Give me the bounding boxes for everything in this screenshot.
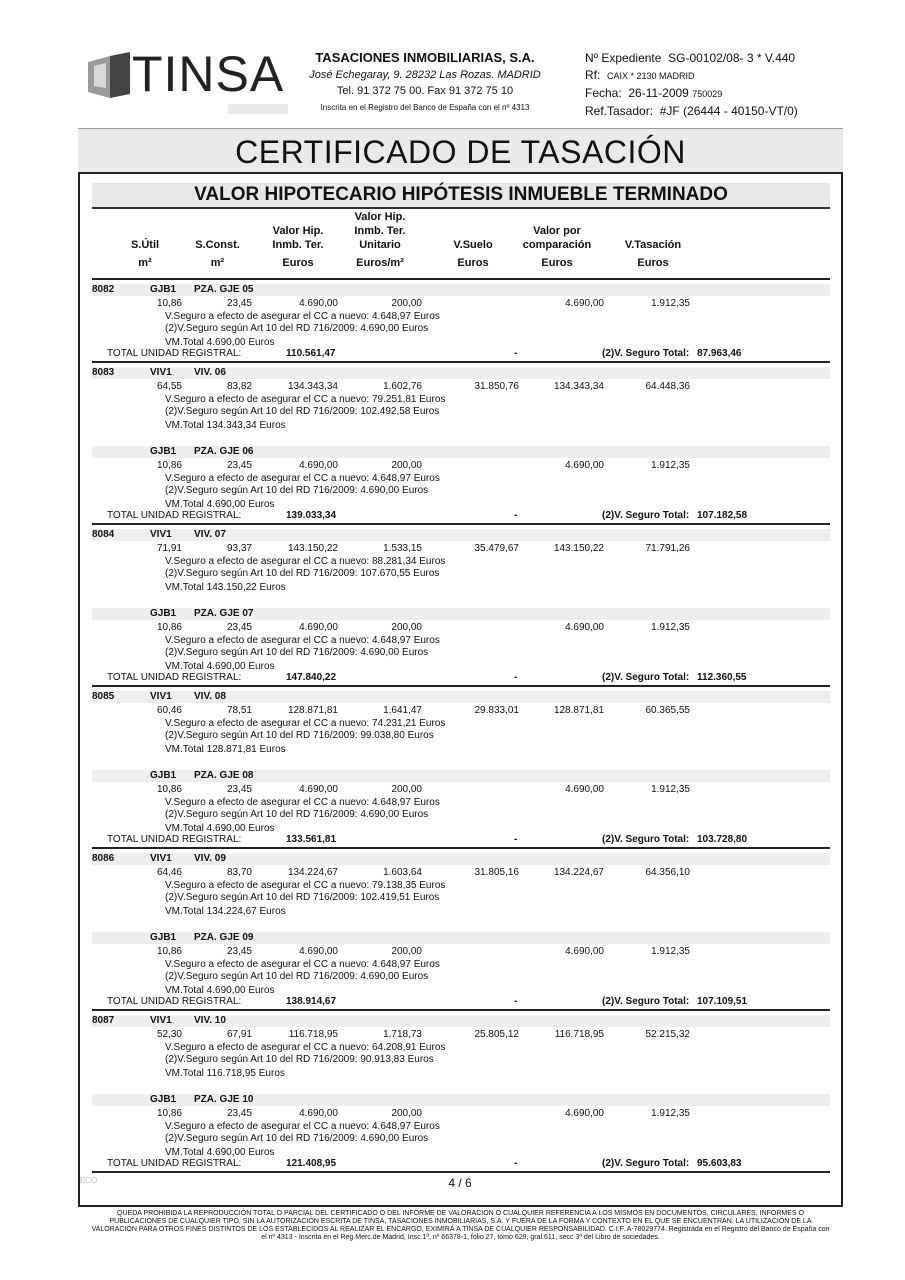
value-suelo: 35.479,67 xyxy=(474,543,519,554)
total-unidad-value: 121.408,95 xyxy=(286,1158,337,1169)
value-suelo: 31.805,16 xyxy=(474,867,519,878)
seguro-note: V.Seguro a efecto de asegurar el CC a nuevo: 4.648,97 Euros xyxy=(165,635,440,646)
seguro-note: (2)V.Seguro según Art 10 del RD 716/2009: 102.419,51 Euros xyxy=(165,892,440,903)
item-code: VIV1 xyxy=(150,1015,172,1026)
column-unit: m² xyxy=(138,257,152,269)
item-code: GJB1 xyxy=(150,1094,177,1105)
item-code: GJB1 xyxy=(150,284,177,295)
value-sutil: 64,46 xyxy=(156,867,182,878)
total-unidad-label: TOTAL UNIDAD REGISTRAL: xyxy=(107,834,242,845)
value-tasacion: 1.912,35 xyxy=(651,622,690,633)
value-sconst: 83,70 xyxy=(226,867,252,878)
company-name: TASACIONES INMOBILIARIAS, S.A. xyxy=(315,50,535,65)
column-unit: m² xyxy=(210,257,225,269)
value-unitario: 1.641,47 xyxy=(383,705,422,716)
column-header-line: comparación xyxy=(522,239,592,251)
seguro-note: (2)V.Seguro según Art 10 del RD 716/2009: 99.038,80 Euros xyxy=(165,730,434,741)
vm-total: VM.Total 134.343,34 Euros xyxy=(165,420,286,431)
value-sutil: 52,30 xyxy=(156,1029,182,1040)
file-metadata xyxy=(585,50,798,120)
column-header-line: Valor por xyxy=(533,225,581,237)
value-comparacion: 134.343,34 xyxy=(553,381,604,392)
value-unitario: 200,00 xyxy=(391,946,422,957)
value-tasacion: 64.356,10 xyxy=(645,867,690,878)
seguro-note: V.Seguro a efecto de asegurar el CC a nuevo: 74.231,21 Euros xyxy=(165,718,446,729)
expediente-value: SG-00102/08- 3 * V.440 xyxy=(668,51,796,65)
seguro-total-label: (2)V. Seguro Total: xyxy=(602,1158,690,1169)
seguro-total-label: (2)V. Seguro Total: xyxy=(602,996,690,1007)
value-tasacion: 60.365,55 xyxy=(645,705,690,716)
value-sutil: 10,86 xyxy=(156,460,182,471)
value-sconst: 23,45 xyxy=(226,784,252,795)
seguro-note: V.Seguro a efecto de asegurar el CC a nuevo: 79.138,35 Euros xyxy=(165,880,446,891)
column-header-line: Unitario xyxy=(359,239,401,251)
seguro-total-value: 95.603,83 xyxy=(697,1158,742,1169)
total-dash: - xyxy=(514,348,518,359)
value-valor-hip: 128.871,81 xyxy=(287,705,338,716)
unit-id: 8082 xyxy=(92,284,115,295)
eco-mark: ECO xyxy=(80,1176,98,1185)
column-header-line xyxy=(120,224,170,238)
item-code: GJB1 xyxy=(150,770,177,781)
value-valor-hip: 4.690,00 xyxy=(299,946,338,957)
unit-id: 8085 xyxy=(92,691,115,702)
tinsa-logo-icon xyxy=(88,52,130,98)
value-sutil: 60,46 xyxy=(156,705,182,716)
seguro-note: (2)V.Seguro según Art 10 del RD 716/2009: 4.690,00 Euros xyxy=(165,647,429,658)
unit-separator xyxy=(92,1009,830,1011)
value-sutil: 10,86 xyxy=(156,1108,182,1119)
value-unitario: 1.602,76 xyxy=(383,381,422,392)
total-dash: - xyxy=(514,834,518,845)
total-dash: - xyxy=(514,996,518,1007)
unit-separator xyxy=(92,361,830,363)
seguro-total-value: 112.360,55 xyxy=(697,672,747,683)
logo-wordmark: TINSA xyxy=(132,46,285,102)
value-comparacion: 134.224,67 xyxy=(553,867,604,878)
unit-separator xyxy=(92,523,830,525)
item-code: VIV1 xyxy=(150,691,172,702)
value-tasacion: 1.912,35 xyxy=(651,460,690,471)
value-sconst: 23,45 xyxy=(226,946,252,957)
total-unidad-value: 133.561,81 xyxy=(286,834,337,845)
value-sconst: 83,82 xyxy=(226,381,252,392)
vm-total: VM.Total 4.690,00 Euros xyxy=(165,823,275,834)
unit-id: 8087 xyxy=(92,1015,115,1026)
item-name: PZA. GJE 08 xyxy=(194,770,254,781)
column-header xyxy=(512,210,602,270)
value-tasacion: 64.448,36 xyxy=(645,381,690,392)
column-unit: Euros xyxy=(541,257,573,269)
column-header-line: V.Suelo xyxy=(453,239,493,251)
item-name: PZA. GJE 07 xyxy=(194,608,254,619)
item-name: VIV. 06 xyxy=(194,367,226,378)
value-sutil: 10,86 xyxy=(156,622,182,633)
seguro-note: V.Seguro a efecto de asegurar el CC a nuevo: 4.648,97 Euros xyxy=(165,797,440,808)
value-sconst: 93,37 xyxy=(226,543,252,554)
column-header-line: V.Tasación xyxy=(624,239,682,251)
unit-separator xyxy=(92,685,830,687)
item-name: VIV. 08 xyxy=(194,691,226,702)
seguro-total-value: 87.963,46 xyxy=(697,348,742,359)
value-sutil: 10,86 xyxy=(156,784,182,795)
value-sutil: 71,91 xyxy=(156,543,182,554)
column-header-line xyxy=(438,210,508,224)
seguro-note: (2)V.Seguro según Art 10 del RD 716/2009: 4.690,00 Euros xyxy=(165,809,429,820)
seguro-note: (2)V.Seguro según Art 10 del RD 716/2009: 107.670,55 Euros xyxy=(165,568,440,579)
column-header xyxy=(340,210,420,270)
value-tasacion: 1.912,35 xyxy=(651,1108,690,1119)
total-unidad-value: 147.840,22 xyxy=(286,672,337,683)
vm-total: VM.Total 4.690,00 Euros xyxy=(165,1147,275,1158)
seguro-note: V.Seguro a efecto de asegurar el CC a nuevo: 4.648,97 Euros xyxy=(165,473,440,484)
fecha-code: 750029 xyxy=(692,89,723,99)
value-suelo: 25.805,12 xyxy=(474,1029,519,1040)
column-unit: Euros xyxy=(637,257,669,269)
column-header xyxy=(608,210,698,270)
total-dash: - xyxy=(514,510,518,521)
value-unitario: 200,00 xyxy=(391,460,422,471)
total-unidad-value: 110.561,47 xyxy=(286,348,336,359)
value-sutil: 10,86 xyxy=(156,298,182,309)
value-tasacion: 71.791,26 xyxy=(645,543,690,554)
value-comparacion: 128.871,81 xyxy=(553,705,604,716)
item-code: VIV1 xyxy=(150,367,172,378)
column-unit: Euros/m² xyxy=(356,257,404,269)
value-comparacion: 4.690,00 xyxy=(565,622,604,633)
column-header xyxy=(258,210,338,270)
value-sconst: 67,91 xyxy=(226,1029,252,1040)
vm-total: VM.Total 4.690,00 Euros xyxy=(165,337,275,348)
value-tasacion: 52.215,32 xyxy=(645,1029,690,1040)
total-dash: - xyxy=(514,672,518,683)
column-unit: Euros xyxy=(282,257,314,269)
vm-total: VM.Total 4.690,00 Euros xyxy=(165,661,275,672)
value-sconst: 78,51 xyxy=(226,705,252,716)
column-header-line: Inmb. Ter. xyxy=(354,225,406,237)
item-code: GJB1 xyxy=(150,608,177,619)
value-valor-hip: 143.150,22 xyxy=(287,543,338,554)
seguro-note: V.Seguro a efecto de asegurar el CC a nuevo: 4.648,97 Euros xyxy=(165,959,440,970)
unit-id: 8084 xyxy=(92,529,115,540)
item-name: PZA. GJE 09 xyxy=(194,932,254,943)
value-sconst: 23,45 xyxy=(226,1108,252,1119)
vm-total: VM.Total 4.690,00 Euros xyxy=(165,499,275,510)
page-number: 4 / 6 xyxy=(448,1176,472,1190)
ref-tasador-value: #JF (26444 - 40150-VT/0) xyxy=(659,104,798,118)
value-valor-hip: 134.343,34 xyxy=(287,381,338,392)
vm-total: VM.Total 143.150,22 Euros xyxy=(165,582,286,593)
value-comparacion: 116.718,95 xyxy=(554,1029,604,1040)
value-sutil: 64,55 xyxy=(156,381,182,392)
column-header-line xyxy=(120,210,170,224)
seguro-total-value: 107.109,51 xyxy=(697,996,748,1007)
unit-separator xyxy=(92,1171,830,1173)
seguro-total-label: (2)V. Seguro Total: xyxy=(602,834,690,845)
total-unidad-label: TOTAL UNIDAD REGISTRAL: xyxy=(107,510,242,521)
value-tasacion: 1.912,35 xyxy=(651,946,690,957)
item-name: PZA. GJE 10 xyxy=(194,1094,254,1105)
seguro-note: V.Seguro a efecto de asegurar el CC a nuevo: 79.251,81 Euros xyxy=(165,394,446,405)
column-header-line: Inmb. Ter. xyxy=(272,239,324,251)
value-valor-hip: 4.690,00 xyxy=(299,460,338,471)
seguro-note: (2)V.Seguro según Art 10 del RD 716/2009: 90.913,83 Euros xyxy=(165,1054,434,1065)
company-registry: Inscrita en el Registro del Banco de España con el nº 4313 xyxy=(320,103,530,112)
seguro-total-label: (2)V. Seguro Total: xyxy=(602,348,690,359)
item-name: PZA. GJE 06 xyxy=(194,446,254,457)
seguro-note: V.Seguro a efecto de asegurar el CC a nuevo: 64.208,91 Euros xyxy=(165,1042,446,1053)
total-unidad-label: TOTAL UNIDAD REGISTRAL: xyxy=(107,672,242,683)
value-unitario: 1.533,15 xyxy=(383,543,422,554)
column-header-line xyxy=(185,224,250,238)
fecha-label: Fecha: xyxy=(585,86,622,100)
item-code: VIV1 xyxy=(150,853,172,864)
unit-id: 8083 xyxy=(92,367,115,378)
value-valor-hip: 4.690,00 xyxy=(299,622,338,633)
seguro-note: (2)V.Seguro según Art 10 del RD 716/2009: 4.690,00 Euros xyxy=(165,485,429,496)
seguro-note: V.Seguro a efecto de asegurar el CC a nuevo: 4.648,97 Euros xyxy=(165,311,440,322)
seguro-note: (2)V.Seguro según Art 10 del RD 716/2009: 4.690,00 Euros xyxy=(165,971,429,982)
total-dash: - xyxy=(514,1158,518,1169)
value-comparacion: 4.690,00 xyxy=(565,1108,604,1119)
item-name: VIV. 09 xyxy=(194,853,226,864)
value-sconst: 23,45 xyxy=(226,460,252,471)
company-address: José Echegaray, 9. 28232 Las Rozas. MADRID xyxy=(309,69,541,81)
vm-total: VM.Total 128.871,81 Euros xyxy=(165,744,286,755)
column-header-line xyxy=(512,210,602,224)
value-tasacion: 1.912,35 xyxy=(651,784,690,795)
column-header-line: S.Útil xyxy=(130,239,160,251)
rf-value: CAIX * 2130 MADRID xyxy=(607,71,695,81)
column-header-line: Valor Hip. xyxy=(272,225,324,237)
vm-total: VM.Total 116.718,95 Euros xyxy=(165,1068,285,1079)
seguro-total-label: (2)V. Seguro Total: xyxy=(602,510,690,521)
fecha-value: 26-11-2009 xyxy=(628,86,689,100)
column-header-line xyxy=(608,224,698,238)
seguro-note: V.Seguro a efecto de asegurar el CC a nuevo: 88.281,34 Euros xyxy=(165,556,446,567)
value-comparacion: 143.150,22 xyxy=(553,543,604,554)
total-unidad-label: TOTAL UNIDAD REGISTRAL: xyxy=(107,1158,242,1169)
column-header-line xyxy=(258,210,338,224)
expediente-label: Nº Expediente xyxy=(585,51,662,65)
item-name: VIV. 10 xyxy=(194,1015,226,1026)
seguro-note: V.Seguro a efecto de asegurar el CC a nuevo: 4.648,97 Euros xyxy=(165,1121,440,1132)
item-name: PZA. GJE 05 xyxy=(194,284,254,295)
item-name: VIV. 07 xyxy=(194,529,226,540)
unit-id: 8086 xyxy=(92,853,115,864)
total-unidad-label: TOTAL UNIDAD REGISTRAL: xyxy=(107,348,242,359)
seguro-note: (2)V.Seguro según Art 10 del RD 716/2009: 4.690,00 Euros xyxy=(165,323,429,334)
value-suelo: 29.833,01 xyxy=(474,705,519,716)
seguro-note: (2)V.Seguro según Art 10 del RD 716/2009: 4.690,00 Euros xyxy=(165,1133,429,1144)
seguro-total-value: 103.728,80 xyxy=(697,834,748,845)
column-unit: Euros xyxy=(457,257,489,269)
page-header xyxy=(0,0,905,125)
column-header xyxy=(185,210,250,270)
total-unidad-label: TOTAL UNIDAD REGISTRAL: xyxy=(107,996,242,1007)
value-valor-hip: 116.718,95 xyxy=(288,1029,338,1040)
value-valor-hip: 4.690,00 xyxy=(299,298,338,309)
header-rule xyxy=(92,278,830,280)
value-comparacion: 4.690,00 xyxy=(565,946,604,957)
value-valor-hip: 4.690,00 xyxy=(299,1108,338,1119)
value-sconst: 23,45 xyxy=(226,298,252,309)
value-unitario: 200,00 xyxy=(391,1108,422,1119)
column-header-line: Valor Hip. xyxy=(354,211,406,223)
vm-total: VM.Total 4.690,00 Euros xyxy=(165,985,275,996)
value-comparacion: 4.690,00 xyxy=(565,784,604,795)
seguro-total-value: 107.182,58 xyxy=(697,510,748,521)
value-comparacion: 4.690,00 xyxy=(565,298,604,309)
item-code: GJB1 xyxy=(150,446,177,457)
logo-underline xyxy=(228,104,288,114)
value-unitario: 1.718,73 xyxy=(383,1029,422,1040)
seguro-note: (2)V.Seguro según Art 10 del RD 716/2009: 102.492,58 Euros xyxy=(165,406,440,417)
legal-footer: QUEDA PROHIBIDA LA REPRODUCCIÓN TOTAL O PARCIAL DEL CERTIFICADO O DEL INFORME DE VALORACIÓN O CUALQUIER REFERENCIA A LOS MISMOS EN DOCUMENTOS, CIRCULARES, INFORMES O PUBLICACIONES DE CUALQUIER TIPO, SIN LA AUTORIZACIÓN ESCRITA DE TINSA, TASACIONES INMOBILIARIAS, S.A. Y FUERA DE LA FORMA Y CONTEXTO EN EL QUE SE ENCUENTRAN. LA UTILIZACIÓN DE LA VALORACIÓN PARA OTROS FINES DISTINTOS DE LOS ESTABLECIDOS AL REALIZAR EL ENCARGO, EXIMIRÁ A TINSA DE CUALQUIER RESPONSABILIDAD. C.I.F. A-78029774. Registrada en el Registro del Banco de España con el nº 4313 - Inscrita en el Reg.Merc.de Madrid, Insc.1ª, nº 66378-1, folio 27, tomo 629, gral.611, secc 3ª del Libro de sociedades. xyxy=(91,1210,830,1241)
value-unitario: 200,00 xyxy=(391,784,422,795)
vm-total: VM.Total 134.224,67 Euros xyxy=(165,906,286,917)
ref-tasador-label: Ref.Tasador: xyxy=(585,104,654,118)
total-unidad-value: 139.033,34 xyxy=(286,510,337,521)
value-unitario: 200,00 xyxy=(391,298,422,309)
value-sutil: 10,86 xyxy=(156,946,182,957)
column-header-line xyxy=(185,210,250,224)
column-header-line xyxy=(608,210,698,224)
column-header-line xyxy=(438,224,508,238)
value-valor-hip: 134.224,67 xyxy=(287,867,338,878)
value-unitario: 200,00 xyxy=(391,622,422,633)
column-header-line: S.Const. xyxy=(195,239,240,251)
item-code: GJB1 xyxy=(150,932,177,943)
page-title: CERTIFICADO DE TASACIÓN xyxy=(78,128,843,173)
company-phone: Tel. 91 372 75 00. Fax 91 372 75 10 xyxy=(336,85,514,97)
section-subtitle: VALOR HIPOTECARIO HIPÓTESIS INMUEBLE TERMINADO xyxy=(92,183,830,209)
company-block xyxy=(300,50,550,112)
item-code: VIV1 xyxy=(150,529,172,540)
value-valor-hip: 4.690,00 xyxy=(299,784,338,795)
value-unitario: 1.603,64 xyxy=(383,867,422,878)
unit-separator xyxy=(92,847,830,849)
column-header xyxy=(438,210,508,270)
value-sconst: 23,45 xyxy=(226,622,252,633)
column-header xyxy=(120,210,170,270)
value-comparacion: 4.690,00 xyxy=(565,460,604,471)
rf-label: Rf: xyxy=(585,68,601,82)
total-unidad-value: 138.914,67 xyxy=(286,996,337,1007)
value-suelo: 31.850,76 xyxy=(474,381,519,392)
seguro-total-label: (2)V. Seguro Total: xyxy=(602,672,690,683)
value-tasacion: 1.912,35 xyxy=(651,298,690,309)
